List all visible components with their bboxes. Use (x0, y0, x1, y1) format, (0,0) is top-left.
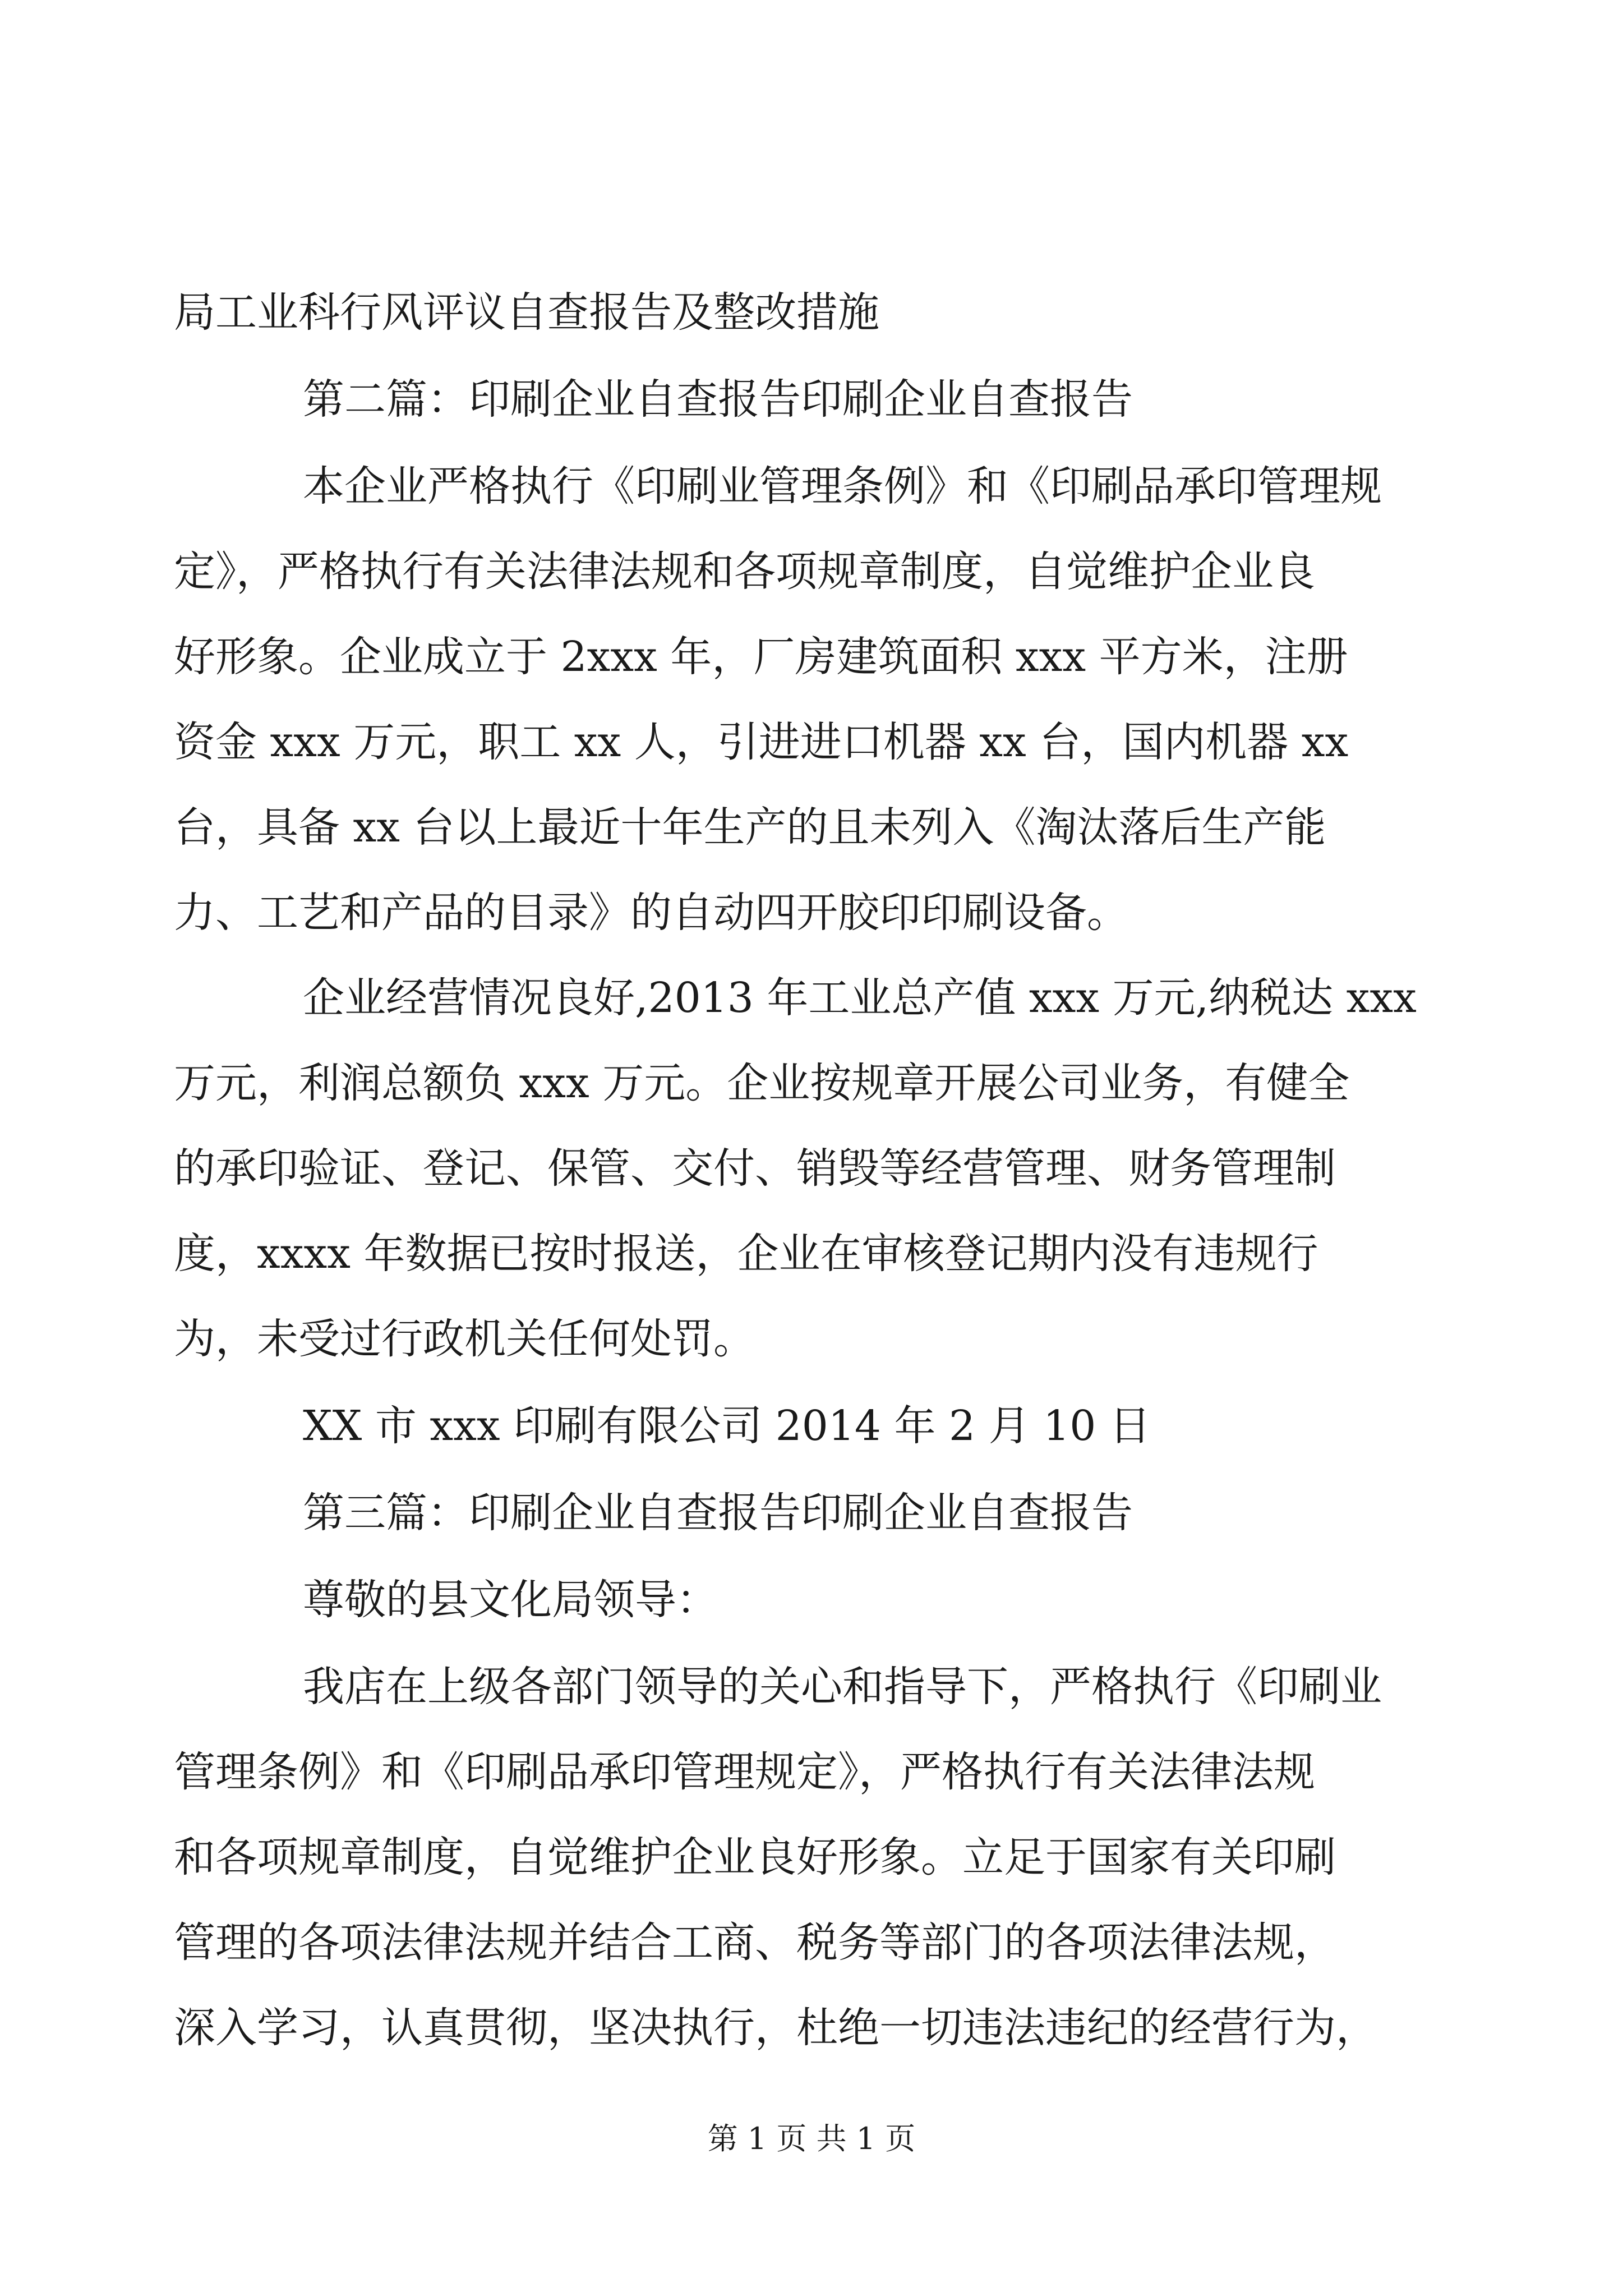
doc-line: 力、工艺和产品的目录》的自动四开胶印印刷设备。 (174, 889, 1128, 937)
doc-heading-part3: 第三篇：印刷企业自查报告印刷企业自查报告 (303, 1489, 1133, 1537)
doc-line: 定》，严格执行有关法律法规和各项规章制度，自觉维护企业良 (174, 547, 1315, 596)
doc-line: 台，具备 xx 台以上最近十年生产的且未列入《淘汰落后生产能 (174, 803, 1326, 852)
doc-line: 管理的各项法律法规并结合工商、税务等部门的各项法律法规， (174, 1918, 1336, 1967)
doc-line: 的承印验证、登记、保管、交付、销毁等经营管理、财务管理制 (174, 1144, 1336, 1193)
doc-salutation: 尊敬的县文化局领导： (303, 1576, 718, 1624)
doc-signature-date: XX 市 xxx 印刷有限公司 2014 年 2 月 10 日 (303, 1402, 1151, 1450)
doc-line-title: 局工业科行风评议自查报告及整改措施 (174, 288, 879, 337)
doc-heading-part2: 第二篇：印刷企业自查报告印刷企业自查报告 (303, 375, 1133, 424)
doc-line: 我店在上级各部门领导的关心和指导下，严格执行《印刷业 (303, 1663, 1382, 1711)
doc-line: 本企业严格执行《印刷业管理条例》和《印刷品承印管理规 (303, 462, 1382, 510)
doc-line: 万元，利润总额负 xxx 万元。企业按规章开展公司业务，有健全 (174, 1059, 1350, 1107)
doc-line: 管理条例》和《印刷品承印管理规定》，严格执行有关法律法规 (174, 1748, 1315, 1796)
doc-line: 好形象。企业成立于 2xxx 年，厂房建筑面积 xxx 平方米，注册 (174, 633, 1348, 681)
doc-line: 和各项规章制度，自觉维护企业良好形象。立足于国家有关印刷 (174, 1833, 1336, 1881)
doc-line: 深入学习，认真贯彻，坚决执行，杜绝一切违法违纪的经营行为， (174, 2004, 1377, 2052)
page-footer: 第 1 页 共 1 页 (707, 2121, 916, 2156)
doc-line: 资金 xxx 万元，职工 xx 人，引进进口机器 xx 台，国内机器 xx (174, 718, 1349, 766)
doc-line: 企业经营情况良好,2013 年工业总产值 xxx 万元,纳税达 xxx (303, 974, 1417, 1022)
doc-line: 度，xxxx 年数据已按时报送，企业在审核登记期内没有违规行 (174, 1230, 1318, 1278)
doc-line: 为，未受过行政机关任何处罚。 (174, 1315, 755, 1363)
